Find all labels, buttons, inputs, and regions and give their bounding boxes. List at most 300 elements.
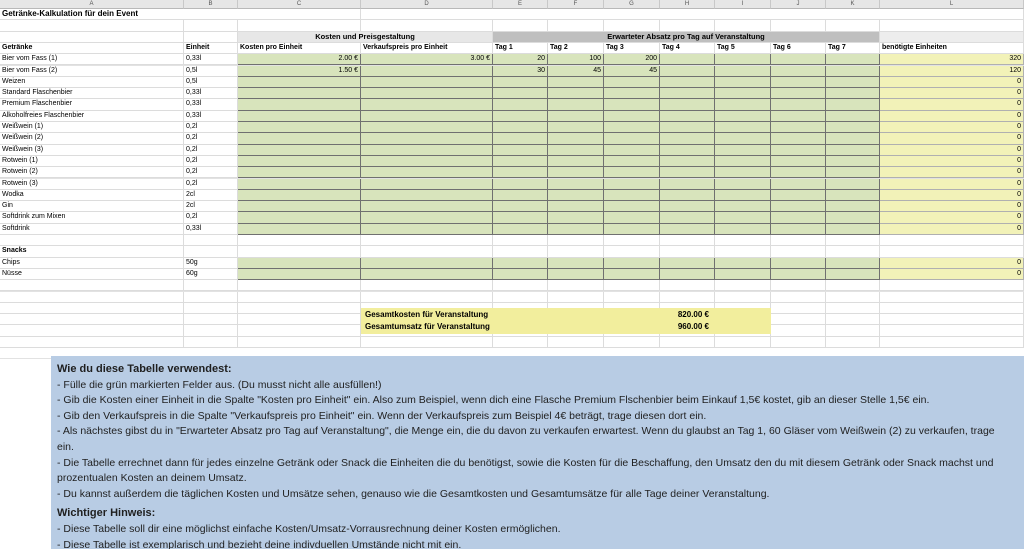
empty-cell[interactable] [361,235,493,246]
snack-row-day-3-input[interactable] [604,258,660,269]
empty-cell[interactable] [880,32,1024,43]
drink-row-day-1-input[interactable] [493,212,548,223]
snack-row-name[interactable]: Chips [0,258,184,269]
drink-row-day-3-input[interactable] [604,156,660,167]
drink-row-unit[interactable]: 2cl [184,201,238,212]
drink-row-day-6-input[interactable] [771,145,826,156]
snack-row-day-1-input[interactable] [493,269,548,280]
empty-cell[interactable] [548,235,604,246]
drink-row-name[interactable]: Weißwein (3) [0,145,184,156]
empty-cell[interactable] [184,246,238,257]
drink-row-day-6-input[interactable] [771,122,826,133]
column-header-c[interactable]: C [238,0,361,9]
drink-row-day-7-input[interactable] [826,179,880,190]
drink-row-unit[interactable]: 0,2l [184,133,238,144]
drink-row-price-input[interactable] [361,190,493,201]
drink-row-name[interactable]: Softdrink zum Mixen [0,212,184,223]
drink-row-day-4-input[interactable] [660,111,715,122]
empty-cell[interactable] [771,337,826,348]
empty-cell[interactable] [771,280,826,291]
drink-row-unit[interactable]: 0,2l [184,145,238,156]
drink-row-day-4-input[interactable] [660,54,715,65]
drink-row-day-7-input[interactable] [826,201,880,212]
drink-row-day-6-input[interactable] [771,179,826,190]
empty-cell[interactable] [771,292,826,303]
drink-row-cost-input[interactable] [238,212,361,223]
empty-cell[interactable] [184,314,238,325]
empty-cell[interactable] [826,246,880,257]
drink-row-price-input[interactable] [361,145,493,156]
empty-cell[interactable] [548,292,604,303]
drink-row-day-2-input[interactable] [548,224,604,235]
empty-cell[interactable] [826,337,880,348]
empty-cell[interactable] [184,292,238,303]
empty-cell[interactable] [184,337,238,348]
drink-row-name[interactable]: Standard Flaschenbier [0,88,184,99]
drink-row-day-5-input[interactable] [715,88,771,99]
drink-row-name[interactable]: Weißwein (1) [0,122,184,133]
empty-cell[interactable] [184,235,238,246]
drink-row-day-7-input[interactable] [826,133,880,144]
drink-row-price-input[interactable] [361,66,493,77]
drink-row-day-1-input[interactable]: 30 [493,66,548,77]
drink-row-cost-input[interactable] [238,179,361,190]
empty-cell[interactable] [880,280,1024,291]
drink-row-name[interactable]: Gin [0,201,184,212]
empty-cell[interactable] [0,280,184,291]
empty-cell[interactable] [238,337,361,348]
column-header-a[interactable]: A [0,0,184,9]
empty-cell[interactable] [826,280,880,291]
column-header-h[interactable]: H [660,0,715,9]
empty-cell[interactable] [715,280,771,291]
empty-cell[interactable] [361,20,493,31]
drink-row-day-2-input[interactable]: 100 [548,54,604,65]
drink-row-unit[interactable]: 0,33l [184,54,238,65]
drink-row-price-input[interactable]: 3.00 € [361,54,493,65]
drink-row-cost-input[interactable] [238,77,361,88]
drink-row-cost-input[interactable]: 2.00 € [238,54,361,65]
snack-row-day-6-input[interactable] [771,269,826,280]
drink-row-day-2-input[interactable] [548,111,604,122]
drink-row-name[interactable]: Premium Flaschenbier [0,99,184,110]
empty-cell[interactable] [184,32,238,43]
drink-row-day-5-input[interactable] [715,145,771,156]
snack-row-cost-input[interactable] [238,269,361,280]
drink-row-day-5-input[interactable] [715,77,771,88]
empty-cell[interactable] [0,292,184,303]
drink-row-day-1-input[interactable] [493,190,548,201]
drink-row-day-3-input[interactable] [604,190,660,201]
empty-cell[interactable] [826,235,880,246]
drink-row-cost-input[interactable] [238,167,361,178]
empty-cell[interactable] [493,280,548,291]
drink-row-day-1-input[interactable] [493,122,548,133]
drink-row-name[interactable]: Wodka [0,190,184,201]
empty-cell[interactable] [826,20,880,31]
empty-cell[interactable] [604,20,660,31]
drink-row-price-input[interactable] [361,167,493,178]
drink-row-name[interactable]: Weißwein (2) [0,133,184,144]
drink-row-day-3-input[interactable]: 45 [604,66,660,77]
empty-cell[interactable] [771,246,826,257]
drink-row-unit[interactable]: 0,2l [184,179,238,190]
drink-row-name[interactable]: Alkoholfreies Flaschenbier [0,111,184,122]
drink-row-day-2-input[interactable] [548,88,604,99]
empty-cell[interactable] [0,235,184,246]
drink-row-day-7-input[interactable] [826,212,880,223]
empty-cell[interactable] [0,20,184,31]
drink-row-price-input[interactable] [361,224,493,235]
drink-row-day-6-input[interactable] [771,190,826,201]
drink-row-day-2-input[interactable] [548,179,604,190]
empty-cell[interactable] [660,280,715,291]
drink-row-day-2-input[interactable] [548,99,604,110]
empty-cell[interactable] [715,246,771,257]
snack-row-day-6-input[interactable] [771,258,826,269]
empty-cell[interactable] [493,292,548,303]
empty-cell[interactable] [0,303,184,314]
empty-cell[interactable] [548,280,604,291]
snack-row-day-5-input[interactable] [715,258,771,269]
drink-row-day-5-input[interactable] [715,167,771,178]
drink-row-cost-input[interactable] [238,99,361,110]
drink-row-day-2-input[interactable] [548,122,604,133]
drink-row-unit[interactable]: 0,33l [184,224,238,235]
drink-row-day-6-input[interactable] [771,212,826,223]
column-header-d[interactable]: D [361,0,493,9]
drink-row-day-5-input[interactable] [715,111,771,122]
drink-row-price-input[interactable] [361,179,493,190]
drink-row-price-input[interactable] [361,212,493,223]
drink-row-day-6-input[interactable] [771,88,826,99]
drink-row-day-4-input[interactable] [660,224,715,235]
drink-row-day-3-input[interactable] [604,99,660,110]
empty-cell[interactable] [604,246,660,257]
drink-row-unit[interactable]: 0,5l [184,77,238,88]
drink-row-day-7-input[interactable] [826,156,880,167]
drink-row-day-4-input[interactable] [660,145,715,156]
column-header-f[interactable]: F [548,0,604,9]
empty-cell[interactable] [184,325,238,336]
drink-row-day-6-input[interactable] [771,133,826,144]
column-header-i[interactable]: I [715,0,771,9]
drink-row-day-7-input[interactable] [826,54,880,65]
column-header-g[interactable]: G [604,0,660,9]
snack-row-day-5-input[interactable] [715,269,771,280]
drink-row-day-3-input[interactable] [604,122,660,133]
drink-row-unit[interactable]: 0,2l [184,167,238,178]
empty-cell[interactable] [826,325,880,336]
drink-row-name[interactable]: Bier vom Fass (2) [0,66,184,77]
drink-row-name[interactable]: Rotwein (1) [0,156,184,167]
drink-row-cost-input[interactable] [238,190,361,201]
snack-row-day-4-input[interactable] [660,258,715,269]
drink-row-day-4-input[interactable] [660,133,715,144]
drink-row-day-2-input[interactable] [548,133,604,144]
empty-cell[interactable] [184,280,238,291]
drink-row-day-3-input[interactable]: 200 [604,54,660,65]
drink-row-day-3-input[interactable] [604,167,660,178]
drink-row-day-1-input[interactable] [493,77,548,88]
drink-row-cost-input[interactable] [238,111,361,122]
drink-row-day-7-input[interactable] [826,99,880,110]
empty-cell[interactable] [826,292,880,303]
drink-row-day-4-input[interactable] [660,99,715,110]
drink-row-price-input[interactable] [361,111,493,122]
drink-row-day-7-input[interactable] [826,190,880,201]
drink-row-day-4-input[interactable] [660,122,715,133]
drink-row-day-7-input[interactable] [826,145,880,156]
drink-row-day-4-input[interactable] [660,88,715,99]
drink-row-day-2-input[interactable] [548,201,604,212]
drink-row-cost-input[interactable]: 1.50 € [238,66,361,77]
column-header-j[interactable]: J [771,0,826,9]
drink-row-day-6-input[interactable] [771,111,826,122]
empty-cell[interactable] [0,337,184,348]
empty-cell[interactable] [880,337,1024,348]
drink-row-day-5-input[interactable] [715,66,771,77]
drink-row-day-7-input[interactable] [826,66,880,77]
empty-cell[interactable] [771,314,826,325]
snack-row-price-input[interactable] [361,258,493,269]
drink-row-day-1-input[interactable] [493,133,548,144]
snack-row-day-7-input[interactable] [826,258,880,269]
empty-cell[interactable] [184,20,238,31]
drink-row-name[interactable]: Rotwein (2) [0,167,184,178]
empty-cell[interactable] [238,292,361,303]
drink-row-price-input[interactable] [361,201,493,212]
empty-cell[interactable] [880,20,1024,31]
empty-cell[interactable] [493,235,548,246]
drink-row-day-3-input[interactable] [604,212,660,223]
drink-row-day-7-input[interactable] [826,167,880,178]
drink-row-name[interactable]: Bier vom Fass (1) [0,54,184,65]
empty-cell[interactable] [0,32,184,43]
drink-row-day-2-input[interactable] [548,145,604,156]
drink-row-day-7-input[interactable] [826,122,880,133]
snack-row-day-1-input[interactable] [493,258,548,269]
drink-row-day-2-input[interactable] [548,167,604,178]
empty-cell[interactable] [361,246,493,257]
drink-row-day-3-input[interactable] [604,201,660,212]
empty-cell[interactable] [184,303,238,314]
drink-row-day-6-input[interactable] [771,99,826,110]
drink-row-day-3-input[interactable] [604,133,660,144]
snack-row-unit[interactable]: 60g [184,269,238,280]
drink-row-day-1-input[interactable] [493,156,548,167]
empty-cell[interactable] [604,292,660,303]
drink-row-day-7-input[interactable] [826,88,880,99]
drink-row-day-5-input[interactable] [715,156,771,167]
drink-row-day-2-input[interactable]: 45 [548,66,604,77]
drink-row-day-5-input[interactable] [715,54,771,65]
drink-row-day-2-input[interactable] [548,212,604,223]
empty-cell[interactable] [0,314,184,325]
drink-row-day-1-input[interactable]: 20 [493,54,548,65]
drink-row-day-3-input[interactable] [604,179,660,190]
drink-row-price-input[interactable] [361,122,493,133]
empty-cell[interactable] [880,325,1024,336]
empty-cell[interactable] [660,246,715,257]
empty-cell[interactable] [361,292,493,303]
drink-row-day-5-input[interactable] [715,133,771,144]
snack-row-day-2-input[interactable] [548,269,604,280]
drink-row-day-4-input[interactable] [660,77,715,88]
drink-row-cost-input[interactable] [238,224,361,235]
empty-cell[interactable] [238,235,361,246]
drink-row-cost-input[interactable] [238,156,361,167]
empty-cell[interactable] [880,235,1024,246]
drink-row-day-5-input[interactable] [715,201,771,212]
drink-row-unit[interactable]: 0,33l [184,111,238,122]
empty-cell[interactable] [238,20,361,31]
drink-row-day-2-input[interactable] [548,156,604,167]
empty-cell[interactable] [548,337,604,348]
empty-cell[interactable] [361,337,493,348]
empty-cell[interactable] [826,303,880,314]
drink-row-day-4-input[interactable] [660,167,715,178]
drink-row-day-4-input[interactable] [660,212,715,223]
snack-row-name[interactable]: Nüsse [0,269,184,280]
drink-row-day-1-input[interactable] [493,201,548,212]
empty-cell[interactable] [361,9,1024,20]
drink-row-day-3-input[interactable] [604,111,660,122]
empty-cell[interactable] [361,280,493,291]
empty-cell[interactable] [771,325,826,336]
drink-row-day-1-input[interactable] [493,145,548,156]
drink-row-day-5-input[interactable] [715,122,771,133]
drink-row-day-3-input[interactable] [604,88,660,99]
empty-cell[interactable] [715,235,771,246]
drink-row-day-1-input[interactable] [493,224,548,235]
empty-cell[interactable] [493,337,548,348]
drink-row-unit[interactable]: 0,2l [184,156,238,167]
drink-row-day-1-input[interactable] [493,111,548,122]
drink-row-price-input[interactable] [361,156,493,167]
empty-cell[interactable] [715,292,771,303]
drink-row-unit[interactable]: 0,33l [184,99,238,110]
drink-row-day-3-input[interactable] [604,77,660,88]
empty-cell[interactable] [771,20,826,31]
snack-row-cost-input[interactable] [238,258,361,269]
column-header-l[interactable]: L [880,0,1024,9]
drink-row-day-4-input[interactable] [660,179,715,190]
empty-cell[interactable] [238,246,361,257]
drink-row-unit[interactable]: 0,5l [184,66,238,77]
empty-cell[interactable] [238,280,361,291]
snack-row-day-2-input[interactable] [548,258,604,269]
drink-row-day-2-input[interactable] [548,190,604,201]
drink-row-cost-input[interactable] [238,88,361,99]
empty-cell[interactable] [660,235,715,246]
drink-row-unit[interactable]: 0,2l [184,122,238,133]
drink-row-cost-input[interactable] [238,133,361,144]
empty-cell[interactable] [771,235,826,246]
column-header-k[interactable]: K [826,0,880,9]
drink-row-day-4-input[interactable] [660,190,715,201]
empty-cell[interactable] [548,20,604,31]
drink-row-cost-input[interactable] [238,201,361,212]
empty-cell[interactable] [660,337,715,348]
empty-cell[interactable] [238,325,361,336]
column-header-e[interactable]: E [493,0,548,9]
empty-cell[interactable] [715,20,771,31]
snack-row-price-input[interactable] [361,269,493,280]
snack-row-day-4-input[interactable] [660,269,715,280]
drink-row-price-input[interactable] [361,99,493,110]
drink-row-day-6-input[interactable] [771,66,826,77]
drink-row-day-1-input[interactable] [493,99,548,110]
drink-row-day-6-input[interactable] [771,54,826,65]
drink-row-unit[interactable]: 0,2l [184,212,238,223]
empty-cell[interactable] [604,337,660,348]
empty-cell[interactable] [880,292,1024,303]
empty-cell[interactable] [238,314,361,325]
snack-row-unit[interactable]: 50g [184,258,238,269]
drink-row-day-6-input[interactable] [771,224,826,235]
drink-row-day-1-input[interactable] [493,88,548,99]
drink-row-price-input[interactable] [361,133,493,144]
empty-cell[interactable] [604,280,660,291]
empty-cell[interactable] [604,235,660,246]
drink-row-price-input[interactable] [361,77,493,88]
empty-cell[interactable] [548,246,604,257]
empty-cell[interactable] [238,303,361,314]
drink-row-day-7-input[interactable] [826,224,880,235]
drink-row-name[interactable]: Rotwein (3) [0,179,184,190]
drink-row-cost-input[interactable] [238,145,361,156]
snack-row-day-3-input[interactable] [604,269,660,280]
drink-row-unit[interactable]: 2cl [184,190,238,201]
drink-row-day-1-input[interactable] [493,167,548,178]
drink-row-name[interactable]: Softdrink [0,224,184,235]
empty-cell[interactable] [880,314,1024,325]
drink-row-day-4-input[interactable] [660,156,715,167]
drink-row-day-6-input[interactable] [771,156,826,167]
empty-cell[interactable] [660,292,715,303]
empty-cell[interactable] [880,303,1024,314]
empty-cell[interactable] [715,337,771,348]
empty-cell[interactable] [660,20,715,31]
drink-row-price-input[interactable] [361,88,493,99]
column-header-b[interactable]: B [184,0,238,9]
drink-row-day-3-input[interactable] [604,224,660,235]
drink-row-day-7-input[interactable] [826,111,880,122]
drink-row-day-2-input[interactable] [548,77,604,88]
drink-row-day-6-input[interactable] [771,77,826,88]
empty-cell[interactable] [880,246,1024,257]
drink-row-day-3-input[interactable] [604,145,660,156]
drink-row-day-5-input[interactable] [715,190,771,201]
drink-row-day-7-input[interactable] [826,77,880,88]
empty-cell[interactable] [826,314,880,325]
drink-row-day-4-input[interactable] [660,201,715,212]
drink-row-name[interactable]: Weizen [0,77,184,88]
empty-cell[interactable] [493,20,548,31]
drink-row-unit[interactable]: 0,33l [184,88,238,99]
drink-row-cost-input[interactable] [238,122,361,133]
empty-cell[interactable] [493,246,548,257]
drink-row-day-5-input[interactable] [715,99,771,110]
drink-row-day-6-input[interactable] [771,201,826,212]
drink-row-day-1-input[interactable] [493,179,548,190]
empty-cell[interactable] [771,303,826,314]
snack-row-day-7-input[interactable] [826,269,880,280]
drink-row-day-5-input[interactable] [715,224,771,235]
empty-cell[interactable] [0,325,184,336]
drink-row-day-5-input[interactable] [715,212,771,223]
